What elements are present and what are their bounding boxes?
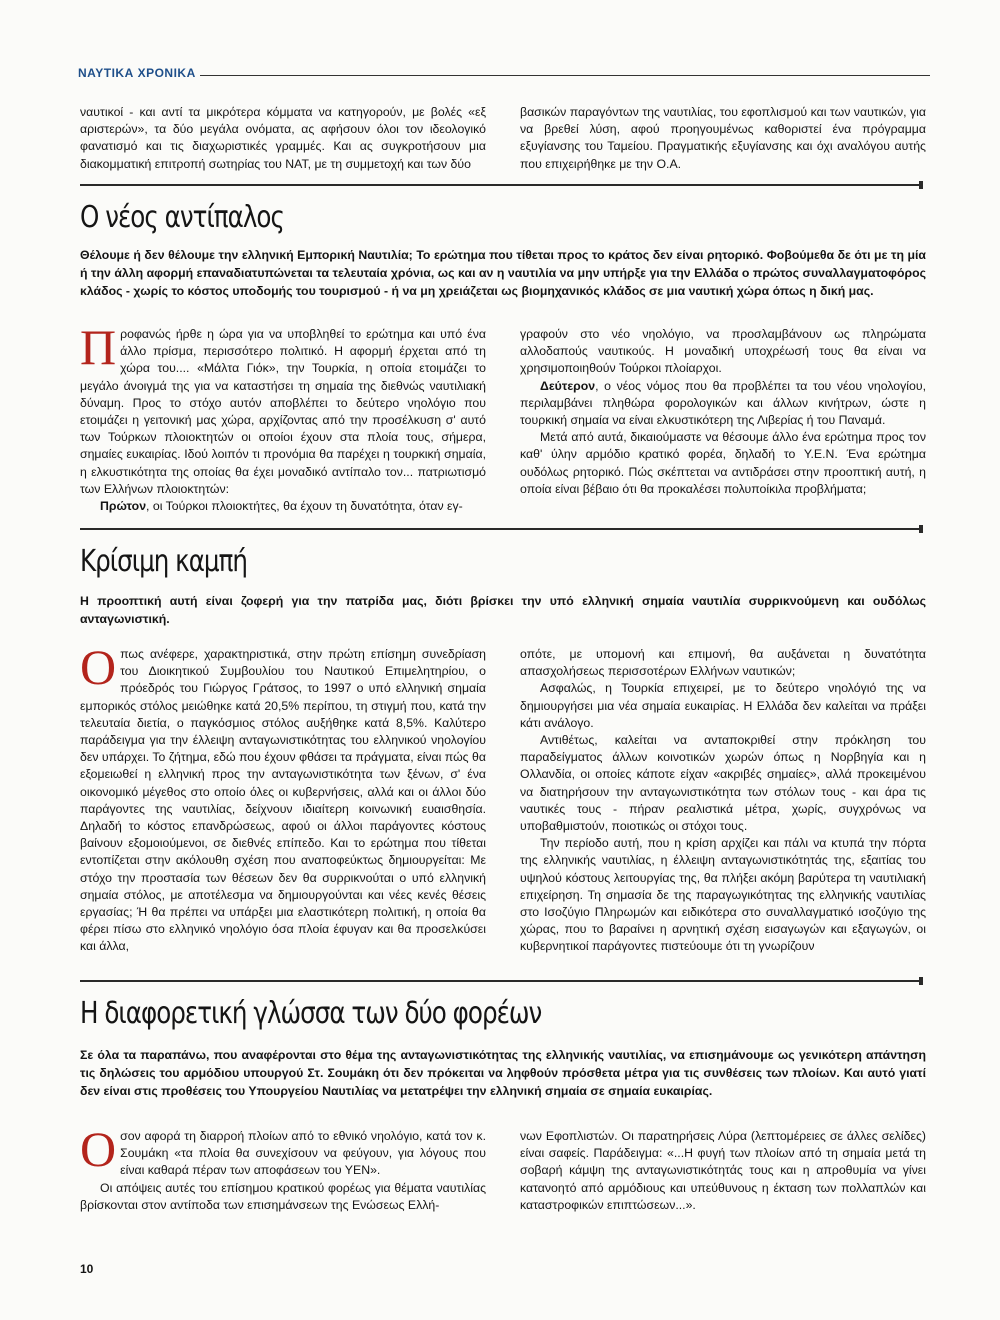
section2-left-paragraph <box>80 639 486 956</box>
section-lead: Σε όλα τα παραπάνω, που αναφέρονται στο θέμα της ανταγωνιστικότητας της ελληνικής ναυτιλίας, να επισημάνουμε ως γενικότερη απάντηση τις δηλώσεις του αρμόδιου υπουργού Στ. Σουμάκη ότι δεν πρόκειται να ληφθούν πρόσθετα μέτρα για τις συνθέσεις των πλοίων. Και αυτό γιατί δεν είναι στις προθέσεις του Υπουργείου Ναυτιλίας να μετατρέψει την ελληνική σημαία σε σημαία ευκαιρίας. <box>80 1048 926 1098</box>
section1-columns <box>80 319 926 515</box>
section-lead: Η προοπτική αυτή είναι ζοφερή για την πατρίδα μας, διότι βρίσκει την υπό ελληνική σημαία ναυτιλία συρρικνούμενη και ουδόλως ανταγωνιστική. <box>80 594 926 626</box>
section3-left-paragraph-2: Οι απόψεις αυτές του επίσημου κρατικού φορέως για θέματα ναυτιλίας βρίσκονται στον αντίποδα των επισημάνσεων της Ενώσεως Ελλή- <box>80 1180 486 1212</box>
section-heading: Ο νέος αντίπαλος <box>80 200 284 235</box>
section1-right-paragraph-3: Μετά από αυτά, δικαιούμαστε να θέσουμε άλλο ένα ερώτημα προς τον καθ' ύλην αρμόδιο κρατικό φορέα, δηλαδή το Υ.Ε.Ν. Ένα ερώτημα ουδόλως ρητορικό. Πώς σκέπτεται να αντιδράσει στην προοπτική αυτή, η οποία είναι βέβαιο ότι θα προκαλέσει πολυποίκιλα προβλήματα; <box>520 430 926 496</box>
section3-left-paragraph <box>80 1121 486 1180</box>
section1-left-column <box>80 319 486 515</box>
section2-right-paragraph-2: Ασφαλώς, η Τουρκία επιχειρεί, με το δεύτερο νηολόγιό της να δημιουργήσει μια νέα σημαία ευκαιρίας. Η Ελλάδα δεν καλείται να πράξει κάτι ανάλογο. <box>520 681 926 730</box>
section2-left-text: πως ανέφερε, χαρακτηριστικά, στην πρώτη επίσημη συνεδρίαση του Διοικητικού Συμβουλίου του Ναυτικού Επιμελητηρίου, ο πρόεδρός του Γιώργος Γράτσος, το 1997 ο υπό ελληνική σημαία εμπορικός στόλος μειώθηκε κατά 20,5% περίπου, τη στιγμή που, κατά την τελευταία διετία, ο παγκόσμιος στόλος αυξήθηκε κατά 8,5%. Καλύτερο παράδειγμα για την έλλειψη ανταγωνιστικότητας του ελληνικού νηολογίου δεν υπάρχει. Το ζήτημα, εδώ που έχουν φθάσει τα πράγματα, είναι πώς θα εξομειωθεί η ελληνική προς την ανταγωνιστικότητα των ξένων, σ' ένα οικονομικό μέγεθος στο οποίο όλες οι κυβερνήσεις, αλλά και οι άλλοι δύο παράγοντες της ναυτιλίας, δείχνουν ιδιαίτερη κοινωνική ευαισθησία. Δηλαδή το κόστος επανδρώσεως, αφού οι άλλοι παράγοντες κόστους βαίνουν εξομοιούμενοι, σε διεθνές επίπεδο. Και το ερώτημα που τίθεται εντοπίζεται στην ακόλουθη σχέση που αναποφεύκτως δημιουργείται: Με στόχο την προστασία των θέσεων δεν θα συρρικνούται ο υπό ελληνική σημαία στόλος, με αποτέλεσμα να δημιουργούνται και νέες κενές θέσεις εργασίας; Ή θα πρέπει να υπάρξει μια ελαστικότερη πολιτική, η οποία θα φέρει πίσω στο ελληνικό νηολόγιο όσα πλοία έφυγαν και θα προσελκύσει και άλλα, <box>80 647 486 954</box>
running-header <box>78 66 930 84</box>
section-lead: Θέλουμε ή δεν θέλουμε την ελληνική Εμπορική Ναυτιλία; Το ερώτημα που τίθεται προς το κράτος δεν είναι ρητορικό. Φοβούμεθα δε ότι με τη μία ή την άλλη αφορμή επαναδιατυπώνεται τα τελευταία χρόνια, ως και αν η ναυτιλία να μην υπήρξε για την Ελλάδα ο πρώτος συναλλαγματοφόρος κλάδος - χωρίς το κόστος υποδομής του τουρισμού - ή να μη χρειάζεται ως βιομηχανικός κλάδος σε μια ναυτική χώρα όπως η δική μας. <box>80 248 926 298</box>
section2-right-paragraph-3: Αντιθέτως, καλείται να ανταποκριθεί στην πρόκληση του παραδείγματος άλλων κοινοτικών χωρών όπως η Νορβηγία και η Ολλανδία, οι οποίες κάποτε είχαν «ακριβές σημαίες», αλλά προκειμένου να διατηρήσουν την ανταγωνιστικότητα των στόλων τους - και άρα τις ναυτικές τους - πήραν ρεαλιστικά μέτρα, χωρίς, συγχρόνως να υποβαθμιστούν, ποιοτικώς οι στόχοι τους. <box>520 733 926 834</box>
intro-left-column <box>80 104 486 173</box>
section2-right-column <box>520 646 926 956</box>
section3-columns <box>80 1121 926 1214</box>
divider-rule <box>80 184 922 186</box>
section2-right-paragraph-4: Την περίοδο αυτή, που η κρίση αρχίζει και πάλι να κτυπά την πόρτα της ελληνικής ναυτιλίας, η έλλειψη ανταγωνιστικότητάς της, εξαιτίας του υψηλού κόστους λειτουργίας της, θα πλήξει ακόμη βαρύτερα τη ναυτιλιακή επιχείρηση. Τη σημασία δε της παραγωγικότητας της ελληνικής ναυτιλίας στο Ισοζύγιο Πληρωμών και ειδικότερα στο συναλλαγματικό ισοζύγιο της χώρας, που το βαραίνει η αρνητική σχέση εισαγωγών και εξαγωγών, οι κυβερνητικοί παράγοντες πιστεύουμε ότι τη γνωρίζουν <box>520 836 926 954</box>
intro-right-column <box>520 104 926 173</box>
intro-right-text: βασικών παραγόντων της ναυτιλίας, του εφοπλισμού και των ναυτικών, για να βρεθεί λύση, αφού προηγουμένως καθοριστεί ένα πρόγραμμα εξυγίανσης του Ταμείου. Πραγματικής εξυγίανσης και όχι αναλόγου αυτής που επιχειρήθηκε με την Ο.Α. <box>520 105 926 171</box>
emphasis: Δεύτερον <box>540 378 596 393</box>
section1-right-text-2: , ο νέος νόμος που θα προβλέπει τα του νέου νηολογίου, περιλαμβάνει πληθώρα φορολογικών και άλλων κινήτρων, ώστε η τουρκική σημαία να είναι ελκυστικότερη της Λιβερίας ή του Παναμά. <box>520 378 926 428</box>
section3-left-text: σον αφορά τη διαρροή πλοίων από το εθνικό νηολόγιο, κατά τον κ. Σουμάκη «τα πλοία θα συνεχίσουν να φεύγουν, για λόγους που είναι καθαρά πέραν των αποφάσεων του ΥΕΝ». <box>120 1129 486 1178</box>
section3-right-column <box>520 1128 926 1214</box>
section1-left-text: ροφανώς ήρθε η ώρα για να υποβληθεί το ερώτημα και υπό ένα άλλο πρίσμα, περισσότερο πολιτικό. Η αφορμή έρχεται από τη χώρα του.... «Μάλτα Γιόκ», την Τουρκία, η οποία ετοιμάζει το μεγάλο άνοιγμά της για να καταστήσει τη σημαία της διεθνώς ναυτιλιακή δύναμη. Προς το στόχο αυτόν αποβλέπει το δεύτερο νηολόγιο που ετοιμάζει η γειτονική μας χώρα, αρχίζοντας από την προσέλκυση σ' αυτό των Τούρκων πλοιοκτητών οι οποίοι έχουν στα πλοία τους, σήμερα, σημαίες ευκαιρίας. Ιδού λοιπόν τι προνόμια θα παρέχει η τουρκική σημαία, η ελκυστικότητα της οποίας θα έχει μοναδικό αντίπαλο τον... πατριωτισμό των Ελλήνων πλοιοκτητών: <box>80 327 486 496</box>
section1-left-text-2: , οι Τούρκοι πλοιοκτήτες, θα έχουν τη δυνατότητα, όταν εγ- <box>146 499 463 514</box>
section-heading: Η διαφορετική γλώσσα των δύο φορέων <box>80 996 542 1031</box>
section2-columns <box>80 639 926 956</box>
section2-right-paragraph: οπότε, με υπομονή και επιμονή, θα αυξάνεται η δυνατότητα απασχολήσεως περισσοτέρων Ελλήνων ναυτικών; <box>520 647 926 679</box>
section1-left-paragraph-2 <box>80 498 486 515</box>
section2-left-column <box>80 639 486 956</box>
section1-right-column <box>520 326 926 515</box>
section1-left-paragraph <box>80 319 486 498</box>
divider-rule <box>80 528 922 530</box>
section-heading: Κρίσιμη καμπή <box>80 544 248 579</box>
drop-cap: Ο <box>80 1121 117 1177</box>
section-title: ΝΑΥΤΙΚΑ ΧΡΟΝΙΚΑ <box>78 66 200 80</box>
divider-rule <box>80 980 922 982</box>
intro-left-text: ναυτικοί - και αντί τα μικρότερα κόμματα να κατηγορούν, με βολές «εξ αριστερών», τα δύο μεγάλα ονόματα, ας αφήσουν όλοι τον ιδεολογικό φανατισμό και τις διαχωριστικές γραμμές. Και ας συγκροτήσουν μια διακομματική επιτροπή σωτηρίας του ΝΑΤ, με τη συμμετοχή και των δύο <box>80 105 486 171</box>
section1-right-paragraph: γραφούν στο νέο νηολόγιο, να προσλαμβάνουν ως πληρώματα αλλοδαπούς ναυτικούς. Η μοναδική υποχρέωσή τους θα είναι να χρησιμοποιηθούν Τούρκοι πλοίαρχοι. <box>520 327 926 376</box>
page-number: 10 <box>80 1262 94 1276</box>
section1-right-paragraph-2 <box>520 378 926 430</box>
section3-right-paragraph: νων Εφοπλιστών. Οι παρατηρήσεις Λύρα (λεπτομέρειες σε άλλες σελίδες) είναι σαφείς. Παράδειγμα: «...Η φυγή των πλοίων από τη σημαία μετά τη σοβαρή κάμψη της ανταγωνιστικότητάς τους και η απροθυμία να γίνει κατανοητό από αρμόδιους και υπεύθυνους η έκταση των πολλαπλών και καταστροφικών επιπτώσεων...». <box>520 1129 926 1212</box>
header-rule <box>78 75 930 76</box>
drop-cap: Ο <box>80 639 117 695</box>
drop-cap: Π <box>80 319 117 375</box>
emphasis: Πρώτον <box>100 499 147 514</box>
intro-columns <box>80 104 926 173</box>
section3-left-column <box>80 1121 486 1214</box>
